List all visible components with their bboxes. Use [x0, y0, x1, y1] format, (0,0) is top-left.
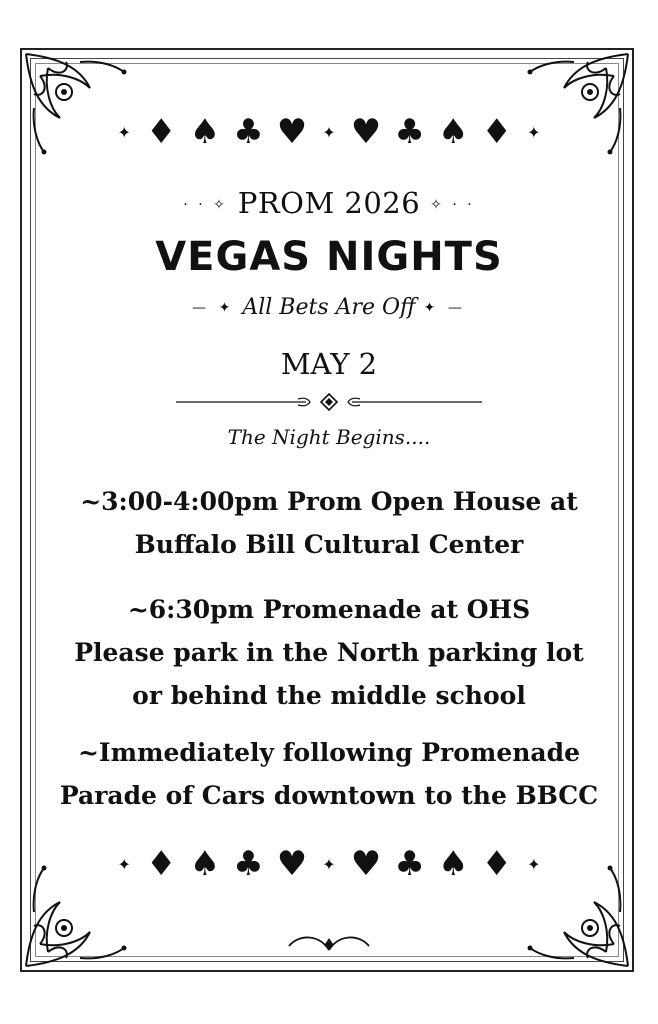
diamond-icon: ♦ [481, 112, 513, 152]
tagline-row [0, 295, 658, 320]
heart-icon: ♥ [350, 112, 382, 152]
club-icon: ♣ [233, 844, 264, 884]
diamond-icon: ♦ [145, 844, 177, 884]
sparkle-icon: ✦ [322, 122, 336, 142]
event-line: ~6:30pm Promenade at OHS [127, 595, 531, 624]
ornament-dots-icon: ✧ · · [430, 197, 475, 213]
club-icon: ♣ [233, 112, 264, 152]
flourish-bottom-center-icon [279, 930, 379, 956]
sparkle-icon: ✦ [117, 122, 131, 142]
event-line: Please park in the North parking lot [74, 638, 584, 667]
event-title: VEGAS NIGHTS [155, 234, 503, 280]
intro-text: The Night Begins.... [227, 425, 431, 449]
event-line: ~Immediately following Promenade [77, 738, 581, 767]
prom-label: PROM 2026 [237, 186, 421, 220]
tagline: All Bets Are Off [242, 295, 416, 320]
heart-icon: ♥ [276, 844, 308, 884]
spade-icon: ♠ [437, 844, 469, 884]
event-line: Buffalo Bill Cultural Center [134, 530, 524, 559]
spade-icon: ♠ [189, 844, 221, 884]
heart-icon: ♥ [276, 112, 308, 152]
club-icon: ♣ [394, 844, 425, 884]
diamond-icon: ♦ [481, 844, 513, 884]
sparkle-icon: ✦ [527, 854, 541, 874]
prom-heading [0, 186, 658, 220]
event-line: ~3:00-4:00pm Prom Open House at [80, 487, 578, 516]
suits-row-bottom [0, 844, 658, 884]
heart-icon: ♥ [350, 844, 382, 884]
sparkle-icon: ✦ [527, 122, 541, 142]
ornamental-divider-icon [176, 393, 482, 411]
event-item-promenade [0, 588, 658, 717]
diamond-icon: ♦ [145, 112, 177, 152]
event-item-parade [0, 731, 658, 817]
sparkle-icon: ✦ [322, 854, 336, 874]
spade-icon: ♠ [189, 112, 221, 152]
spade-icon: ♠ [437, 112, 469, 152]
ornament-dash-icon: ✦ — [423, 300, 466, 316]
club-icon: ♣ [394, 112, 425, 152]
event-line: Parade of Cars downtown to the BBCC [59, 781, 599, 810]
event-date: MAY 2 [280, 347, 378, 381]
sparkle-icon: ✦ [117, 854, 131, 874]
suits-row-top [0, 112, 658, 152]
event-line: or behind the middle school [132, 681, 526, 710]
event-item-open-house [0, 480, 658, 566]
ornament-dash-icon: — ✦ [192, 300, 235, 316]
ornament-dots-icon: · · ✧ [183, 197, 228, 213]
